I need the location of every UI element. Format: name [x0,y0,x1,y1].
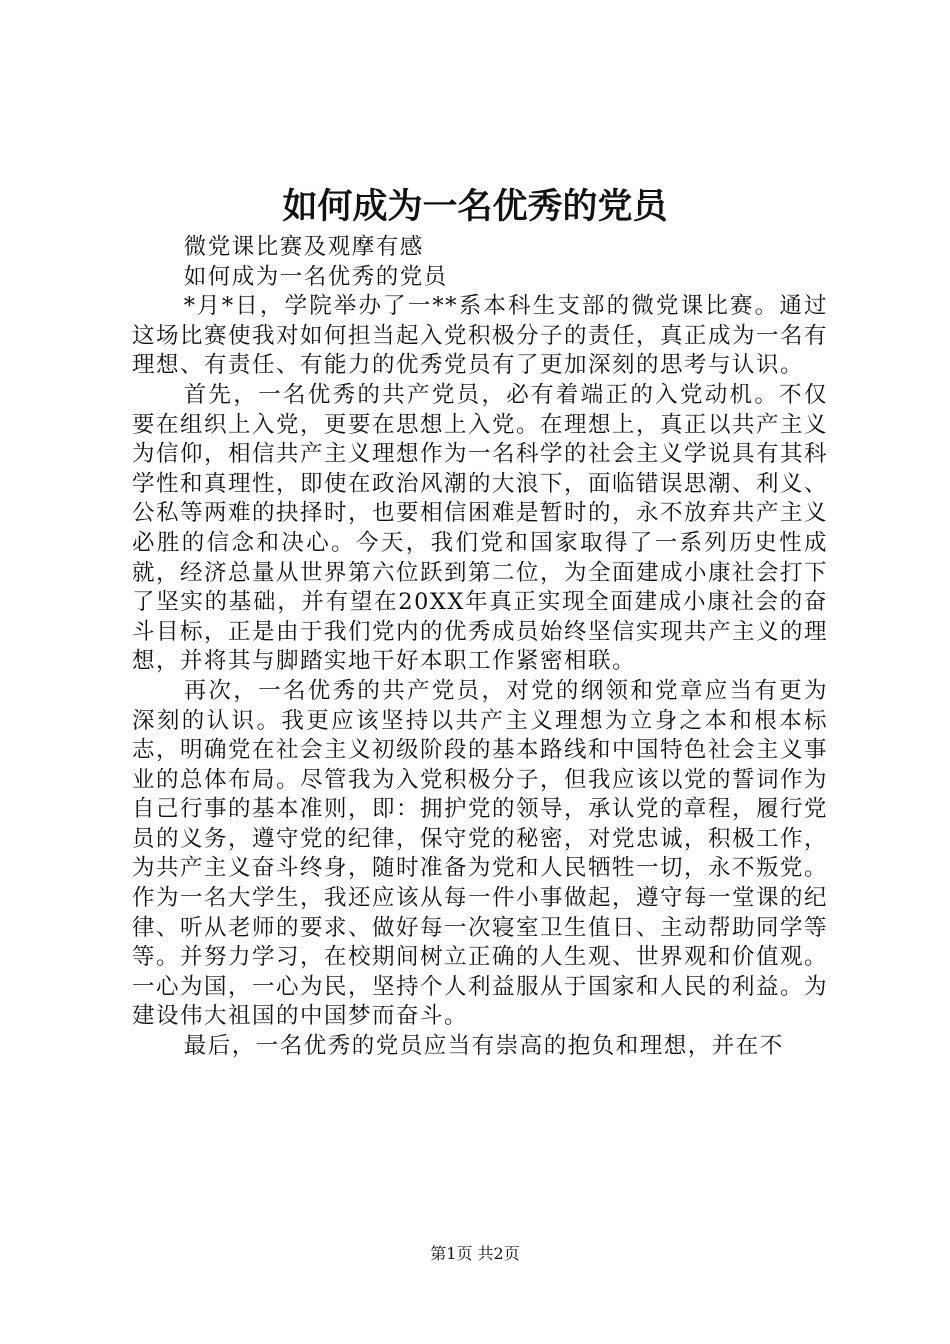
heading-line: 如何成为一名优秀的党员 [183,263,448,290]
document-body [132,233,828,1062]
paragraph-first: 首先，一名优秀的共产党员，必有着端正的入党动机。不仅要在组织上入党，更要在思想上入党。在理想上，真正以共产主义为信仰，相信共产主义理想作为一名科学的社会主义学说具有其科学性和真理性，即使在政治风潮的大浪下，面临错误思潮、利义、公私等两难的抉择时，也要相信困难是暂时的，永不放弃共产主义必胜的信念和决心。今天，我们党和国家取得了一系列历史性成就，经济总量从世界第六位跃到第二位，为全面建成小康社会打下了坚实的基础，并有望在20XX年真正实现全面建成小康社会的奋斗目标，正是由于我们党内的优秀成员始终坚信实现共产主义的理想，并将其与脚踏实地干好本职工作紧密相联。 [132,381,829,675]
page-number-footer: 第1页 共2页 [430,1244,520,1263]
subtitle-line: 微党课比赛及观摩有感 [183,234,424,260]
document-title: 如何成为一名优秀的党员 [282,186,668,227]
paragraph-intro: *月*日，学院举办了一**系本科生支部的微党课比赛。通过这场比赛使我对如何担当起入党积极分子的责任，真正成为一名有理想、有责任、有能力的优秀党员有了更加深刻的思考与认识。 [132,293,829,379]
paragraph-second: 再次，一名优秀的共产党员，对党的纲领和党章应当有更为深刻的认识。我更应该坚持以共产主义理想为立身之本和根本标志，明确党在社会主义初级阶段的基本路线和中国特色社会主义事业的总体布局。尽管我为入党积极分子，但我应该以党的誓词作为自己行事的基本准则，即：拥护党的领导，承认党的章程，履行党员的义务，遵守党的纪律，保守党的秘密，对党忠诚，积极工作，为共产主义奋斗终身，随时准备为党和人民牺牲一切，永不叛党。作为一名大学生，我还应该从每一件小事做起，遵守每一堂课的纪律、听从老师的要求、做好每一次寝室卫生值日、主动帮助同学等等。并努力学习，在校期间树立正确的人生观、世界观和价值观。一心为国，一心为民，坚持个人利益服从于国家和人民的利益。为建设伟大祖国的中国梦而奋斗。 [132,677,829,1030]
paragraph-last: 最后，一名优秀的党员应当有崇高的抱负和理想，并在不 [183,1033,784,1060]
